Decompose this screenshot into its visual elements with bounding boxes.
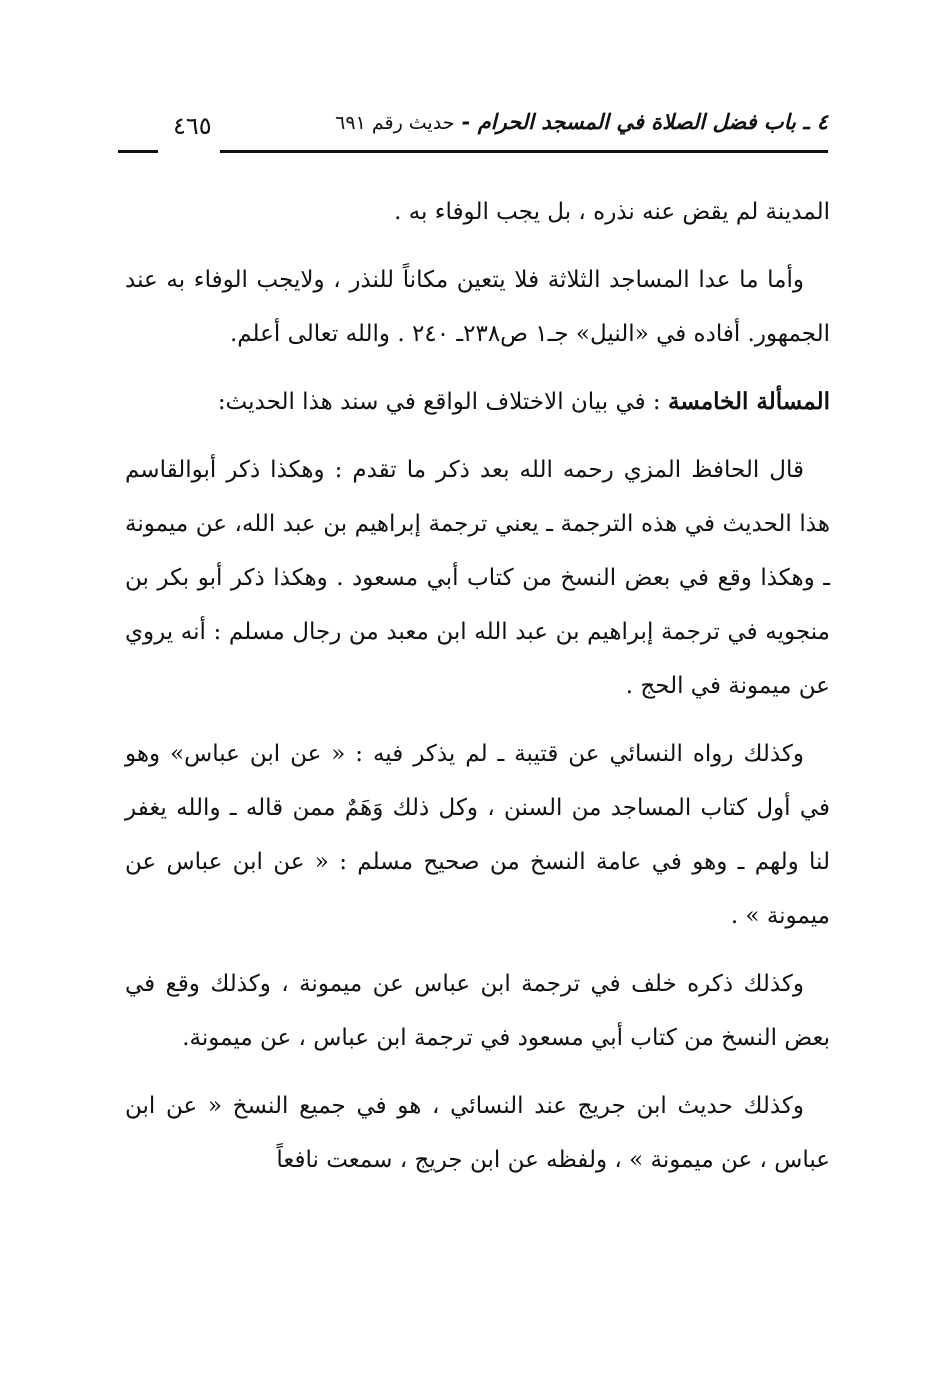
- hadith-number: حديث رقم ٦٩١: [335, 112, 455, 134]
- paragraph-3: [125, 375, 830, 429]
- paragraph-5: وكذلك رواه النسائي عن قتيبة ـ لم يذكر فيه : « عن ابن عباس» وهو في أول كتاب المساجد من السنن ، وكل ذلك وَهَمٌ ممن قاله ـ والله يغفر لنا ولهم ـ وهو في عامة النسخ من صحيح مسلم : « عن ابن عباس عن ميمونة » .: [125, 741, 830, 929]
- body-text: [125, 185, 830, 1201]
- paragraph-7: وكذلك حديث ابن جريج عند النسائي ، هو في جميع النسخ « عن ابن عباس ، عن ميمونة » ، ولفظه عن ابن جريج ، سمعت نافعاً: [125, 1093, 830, 1173]
- running-title: [335, 110, 828, 134]
- page-header: [118, 110, 828, 158]
- section-label: المسألة الخامسة: [668, 388, 830, 415]
- title-separator: -: [454, 110, 478, 134]
- section-heading-text: : في بيان الاختلاف الواقع في سند هذا الحديث:: [217, 389, 668, 415]
- header-rule-short: [118, 150, 158, 153]
- header-rule: [220, 150, 828, 153]
- chapter-title: ٤ ـ باب فضل الصلاة في المسجد الحرام: [477, 110, 828, 134]
- paragraph-2: وأما ما عدا المساجد الثلاثة فلا يتعين مكاناً للنذر ، ولايجب الوفاء به عند الجمهور. أفاده في «النيل» جـ١ ص٢٣٨ـ ٢٤٠ . والله تعالى أعلم.: [125, 267, 830, 347]
- paragraph-6: وكذلك ذكره خلف في ترجمة ابن عباس عن ميمونة ، وكذلك وقع في بعض النسخ من كتاب أبي مسعود في ترجمة ابن عباس ، عن ميمونة.: [125, 971, 830, 1051]
- paragraph-1: المدينة لم يقض عنه نذره ، بل يجب الوفاء به .: [394, 199, 830, 225]
- paragraph-4: قال الحافظ المزي رحمه الله بعد ذكر ما تقدم : وهكذا ذكر أبوالقاسم هذا الحديث في هذه الترجمة ـ يعني ترجمة إبراهيم بن عبد الله، عن ميمونة ـ وهكذا وقع في بعض النسخ من كتاب أبي مسعود . وهكذا ذكر أبو بكر بن منجويه في ترجمة إبراهيم بن عبد الله ابن معبد من رجال مسلم : أنه يروي عن ميمونة في الحج .: [125, 457, 830, 699]
- page-number: ٤٦٥: [173, 112, 212, 140]
